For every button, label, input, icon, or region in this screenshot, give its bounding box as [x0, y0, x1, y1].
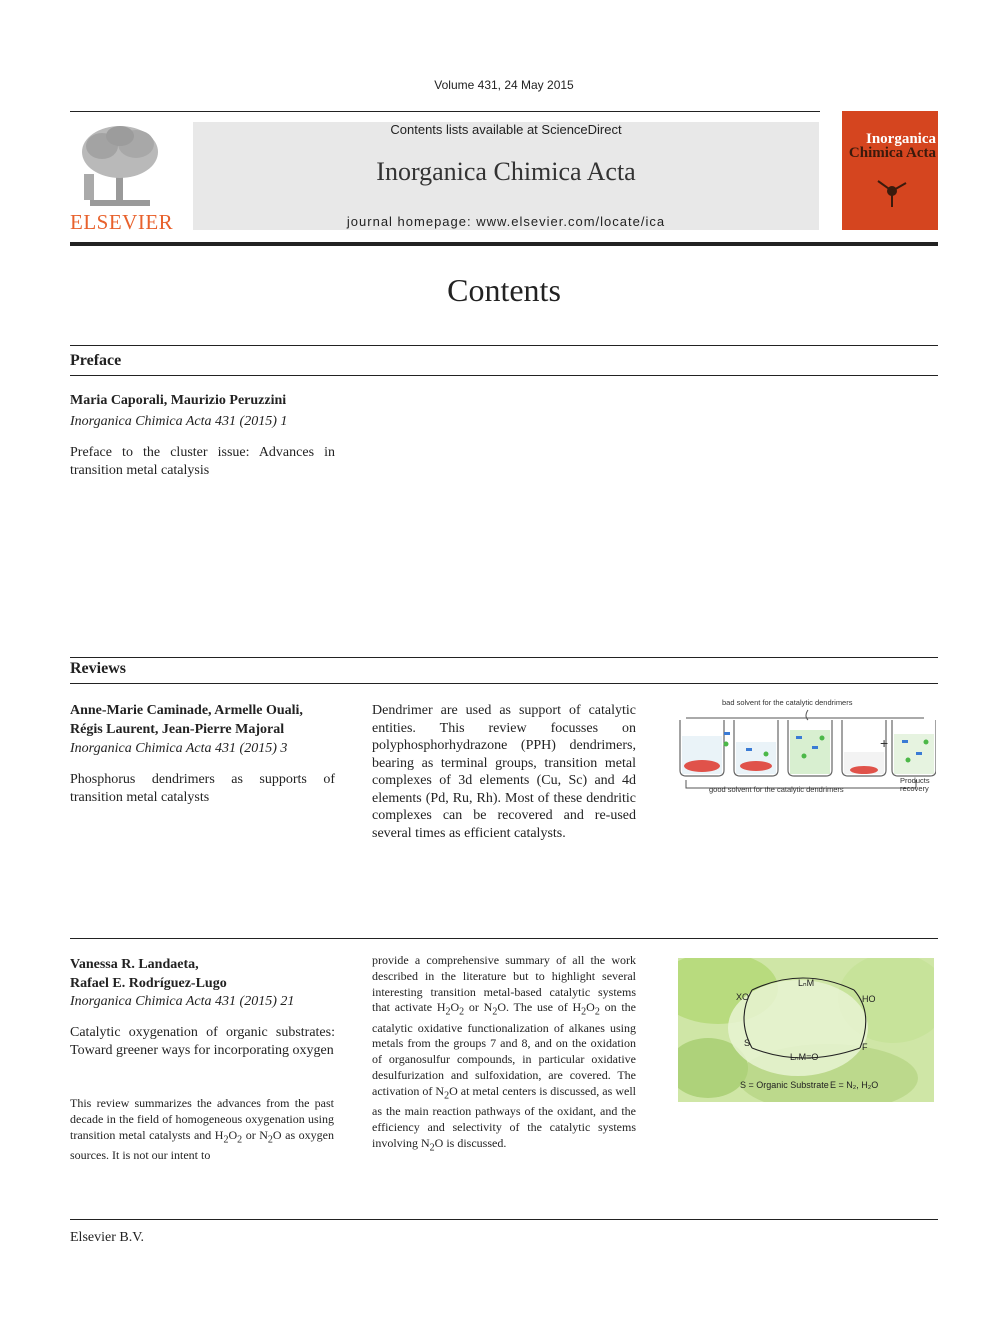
journal-title: Inorganica Chimica Acta	[376, 157, 636, 186]
elsevier-tree-logo	[70, 122, 170, 210]
review2-graphic-xo: XO	[736, 992, 750, 1002]
review2-graphic-f: F	[862, 1042, 868, 1052]
review1-authors	[70, 701, 340, 739]
review1-abstract: Dendrimer are used as support of catalytic entities. This review focusses on polyphosphorhydrazone (PPH) dendrimers, bearing as terminal groups, transition metal complexes of 3d elements (Cu, Sc) and 4d elements (Pd, Ru, Rh). Most of these dendritic complexes can be recovered and re-used several times as efficient catalysts.	[372, 703, 636, 841]
review2-article-title[interactable]: Catalytic oxygenation of organic substrates: Toward greener ways for incorporating oxygen	[70, 1025, 335, 1058]
contents-available-link[interactable]: Contents lists available at ScienceDirect	[390, 122, 622, 137]
header-thick-rule	[70, 242, 938, 246]
section-heading-reviews: Reviews	[70, 660, 126, 677]
review2-authors-line2: Rafael E. Rodríguez-Lugo	[70, 976, 227, 991]
review1-graphic-bottom-label: good solvent for the catalytic dendrimers	[709, 785, 844, 794]
review2-abstract-col1: This review summarizes the advances from the past decade in the field of homogeneous oxygenation using transition metal catalysts and $H_2O_2$ or $N_2O$ as oxygen sources. It is not our intent to	[70, 1096, 334, 1162]
review2-graphic-lnmo: LₙM=O	[790, 1052, 819, 1062]
review1-graphical-abstract	[676, 696, 936, 796]
journal-homepage-link[interactable]: journal homepage: www.elsevier.com/locate/ica	[346, 214, 666, 229]
section-heading-preface: Preface	[70, 352, 122, 369]
review1-graphic-products-1: Products	[900, 776, 930, 785]
preface-article-title[interactable]: Preface to the cluster issue: Advances in transition metal catalysis	[70, 445, 335, 478]
footer-publisher: Elsevier B.V.	[70, 1230, 145, 1245]
preface-citation-link[interactable]: Inorganica Chimica Acta 431 (2015) 1	[70, 414, 288, 429]
review2-abstract-col2: provide a comprehensive summary of all the work described in the literature but to highlight several interesting transition metal-based catalytic systems that activate $H_2O_2$ or $N_2O$. The use of $H_2O_2$ on the catalytic oxidative functionalization of alkanes using metals from the groups 7 and 8, and on the oxidation of organosulfur compounds, in particular oxidative desulfurization and sulfoxidation, are covered. The activation of $N_2O$ at metal centers is discussed, as well as the main reaction pathways of the oxidant, and the efficiency and selectivity of the catalytic systems involving $N_2O$ is discussed.	[372, 953, 636, 1153]
review1-citation-link[interactable]: Inorganica Chimica Acta 431 (2015) 3	[70, 741, 288, 756]
review2-authors-line1: Vanessa R. Landaeta,	[70, 957, 199, 972]
review1-graphic-plus: +	[880, 735, 889, 751]
review1-authors-line2: Régis Laurent, Jean-Pierre Majoral	[70, 722, 285, 737]
review2-top-rule	[70, 938, 938, 939]
review2-authors	[70, 955, 340, 993]
preface-authors: Maria Caporali, Maurizio Peruzzini	[70, 393, 287, 408]
elsevier-logo-text: ELSEVIER	[70, 210, 174, 234]
journal-header	[193, 122, 819, 230]
cover-title-line2: Chimica Acta	[848, 145, 936, 161]
review2-graphic-legend-e: E = N₂, H₂O	[830, 1080, 879, 1090]
review1-article-title[interactable]: Phosphorus dendrimers as supports of transition metal catalysts	[70, 772, 335, 805]
cover-title-line1: Inorganica	[865, 131, 936, 147]
review2-citation-link[interactable]: Inorganica Chimica Acta 431 (2015) 21	[70, 994, 295, 1009]
cover-molecule-icon	[872, 171, 912, 211]
review1-authors-line1: Anne-Marie Caminade, Armelle Ouali,	[70, 703, 303, 718]
page-title: Contents	[447, 272, 561, 308]
reviews-top-rule	[70, 657, 938, 658]
review2-graphic-legend-s: S = Organic Substrate	[740, 1080, 829, 1090]
review2-graphic-ho: HO	[862, 994, 876, 1004]
journal-cover-image	[842, 111, 938, 230]
review2-graphic-s: S	[744, 1038, 751, 1048]
review2-graphic-lnm: LₙM	[798, 978, 815, 988]
reviews-bottom-rule	[70, 683, 938, 684]
preface-top-rule	[70, 345, 938, 346]
preface-bottom-rule	[70, 375, 938, 376]
footer-rule	[70, 1219, 938, 1220]
header-top-rule	[70, 111, 820, 112]
review1-graphic-top-label: bad solvent for the catalytic dendrimers	[722, 698, 853, 707]
volume-info: Volume 431, 24 May 2015	[434, 78, 574, 92]
review1-graphic-products-2: recovery	[900, 784, 929, 793]
review2-graphical-abstract	[678, 958, 934, 1102]
